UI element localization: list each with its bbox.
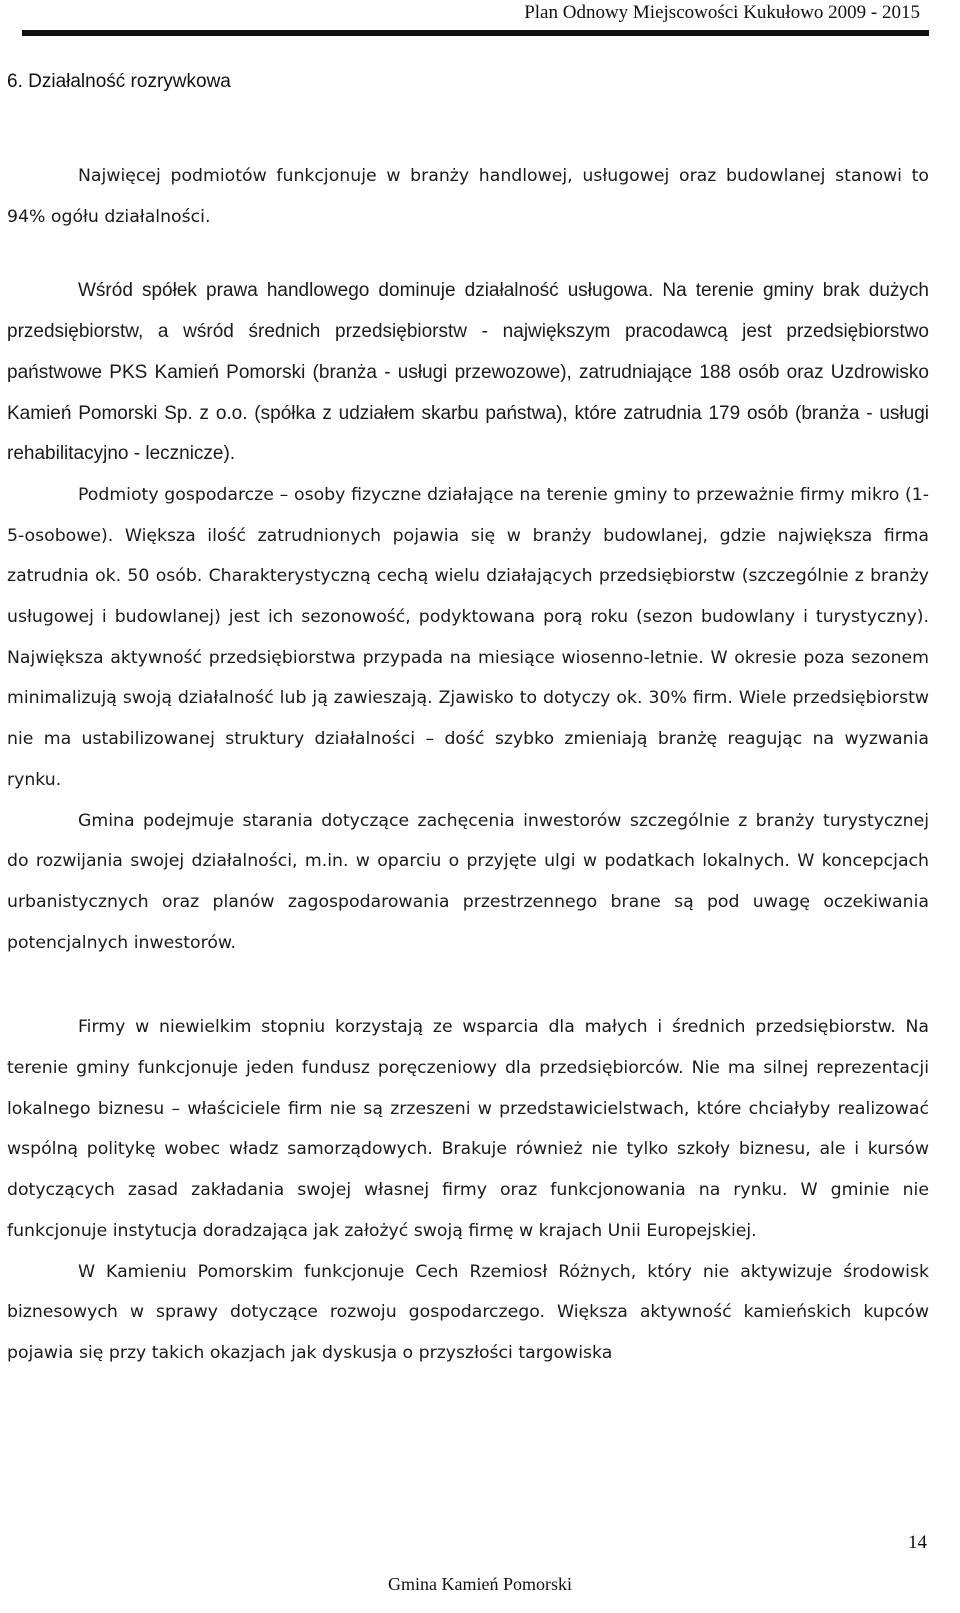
paragraph-4: Gmina podejmuje starania dotyczące zachęcenia inwestorów szczególnie z branży turystycznej do rozwijania swojej działalności, m.in. w oparciu o przyjęte ulgi w podatkach lokalnych. W koncepcjach urbanistycznych oraz planów zagospodarowania przestrzennego brane są pod uwagę oczekiwania potencjalnych inwestorów. — [7, 810, 929, 953]
paragraph-2: Wśród spółek prawa handlowego dominuje działalność usługowa. Na terenie gminy brak dużych przedsiębiorstw, a wśród średnich przedsiębiorstw - największym pracodawcą jest przedsiębiorstwo państwowe PKS Kamień Pomorski (branża - usługi przewozowe), zatrudniające 188 osób oraz Uzdrowisko Kamień Pomorski Sp. z o.o. (spółka z udziałem skarbu państwa), które zatrudnia 179 osób (branża - usługi rehabilitacyjno - lecznicze). — [7, 280, 929, 465]
header-rule — [22, 30, 929, 36]
paragraph-6: W Kamieniu Pomorskim funkcjonuje Cech Rzemiosł Różnych, który nie aktywizuje środowisk biznesowych w sprawy dotyczące rozwoju gospodarczego. Większa aktywność kamieńskich kupców pojawia się przy takich okazjach jak dyskusja o przyszłości targowiska — [7, 1261, 929, 1363]
running-header: Plan Odnowy Miejscowości Kukułowo 2009 - 2015 — [524, 2, 920, 23]
page-content — [7, 62, 929, 1374]
paragraph-5: Firmy w niewielkim stopniu korzystają ze wsparcia dla małych i średnich przedsiębiorstw. Na terenie gminy funkcjonuje jeden fundusz poręczeniowy dla przedsiębiorców. Nie ma silnej reprezentacji lokalnego biznesu – właściciele firm nie są zrzeszeni w przedstawicielstwach, które chciałyby realizować wspólną politykę wobec władz samorządowych. Brakuje również nie tylko szkoły biznesu, ale i kursów dotyczących zasad zakładania swojej własnej firmy oraz funkcjonowania na rynku. W gminie nie funkcjonuje instytucja doradzająca jak założyć swoją firmę w krajach Unii Europejskiej. — [7, 1017, 929, 1241]
page-number: 14 — [908, 1532, 927, 1553]
running-footer: Gmina Kamień Pomorski — [388, 1574, 572, 1594]
section-heading: 6. Działalność rozrywkowa — [7, 71, 231, 92]
paragraph-1: Najwięcej podmiotów funkcjonuje w branży handlowej, usługowej oraz budowlanej stanowi to 94% ogółu działalności. — [7, 166, 929, 227]
paragraph-3: Podmioty gospodarcze – osoby fizyczne działające na terenie gminy to przeważnie firmy mikro (1-5-osobowe). Większa ilość zatrudnionych pojawia się w branży budowlanej, gdzie największa firma zatrudnia ok. 50 osób. Charakterystyczną cechą wielu działających przedsiębiorstw (szczególnie z branży usługowej i budowlanej) jest ich sezonowość, podyktowana porą roku (sezon budowlany i turystyczny). Największa aktywność przedsiębiorstwa przypada na miesiące wiosenno-letnie. W okresie poza sezonem minimalizują swoją działalność lub ją zawieszają. Zjawisko to dotyczy ok. 30% firm. Wiele przedsiębiorstw nie ma ustabilizowanej struktury działalności – dość szybko zmieniają branżę reagując na wyzwania rynku. — [7, 484, 929, 790]
